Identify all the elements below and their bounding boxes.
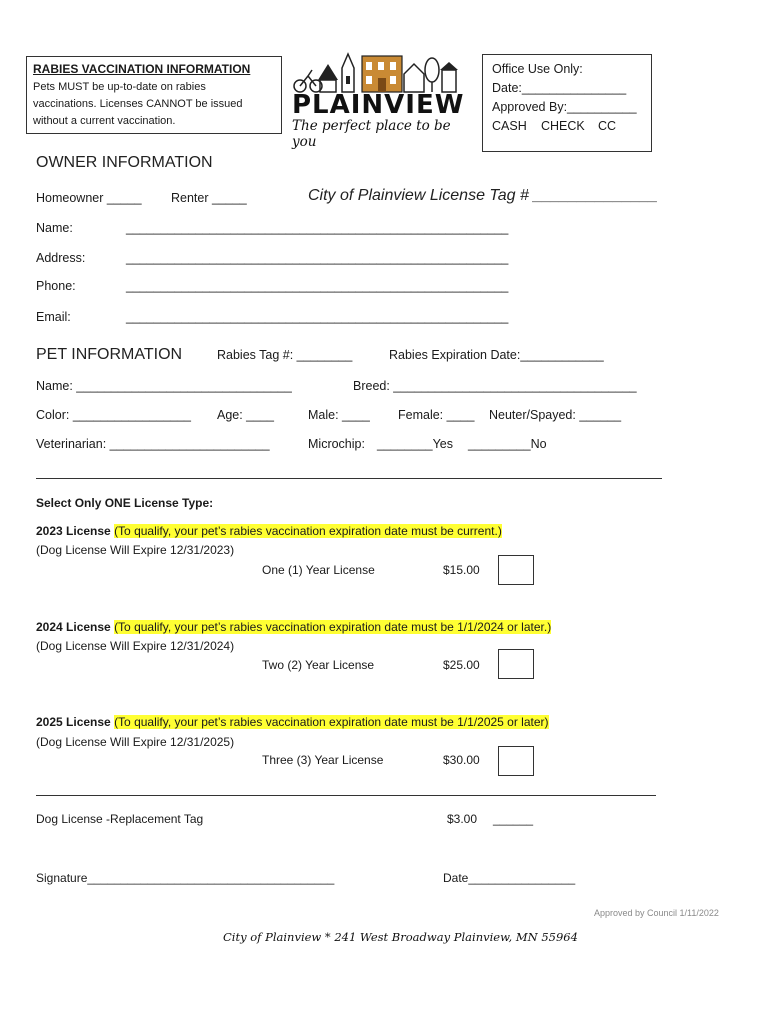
license-2025-expire: (Dog License Will Expire 12/31/2025) <box>36 735 235 749</box>
pet-name-field[interactable]: Name: _______________________________ <box>36 379 292 393</box>
owner-address-label: Address: <box>36 251 86 265</box>
office-approved: Approved By:__________ <box>492 100 637 114</box>
license-2023-expire: (Dog License Will Expire 12/31/2023) <box>36 543 235 557</box>
renter-field[interactable]: Renter _____ <box>171 191 247 205</box>
rabies-info-line2: vaccinations. Licenses CANNOT be issued <box>33 98 243 110</box>
license-2023-term: One (1) Year License <box>262 563 375 577</box>
logo-name: PLAINVIEW <box>292 90 465 120</box>
microchip-yes-field[interactable]: ________Yes <box>377 437 454 451</box>
office-date: Date:_______________ <box>492 81 627 95</box>
license-2025-row <box>36 715 549 729</box>
pet-color-field[interactable]: Color: _________________ <box>36 408 191 422</box>
pet-neuter-field[interactable]: Neuter/Spayed: ______ <box>489 408 622 422</box>
owner-address-field[interactable]: _______________________________________________________ <box>126 251 509 265</box>
office-cash: CASH <box>492 119 527 133</box>
owner-email-label: Email: <box>36 310 71 324</box>
replacement-tag-price: $3.00 <box>447 812 478 826</box>
license-2023-row <box>36 524 502 538</box>
rabies-info-title: RABIES VACCINATION INFORMATION <box>33 62 251 76</box>
license-2025-term: Three (3) Year License <box>262 753 384 767</box>
owner-phone-field[interactable]: _______________________________________________________ <box>126 279 509 293</box>
owner-heading: OWNER INFORMATION <box>36 154 213 171</box>
license-2024-checkbox[interactable] <box>498 649 534 679</box>
office-check: CHECK <box>541 119 585 133</box>
rabies-expiration-field[interactable]: Rabies Expiration Date:____________ <box>389 348 604 362</box>
owner-name-field[interactable]: _______________________________________________________ <box>126 221 509 235</box>
license-2023-price: $15.00 <box>443 563 480 577</box>
license-2023-year: 2023 License <box>36 524 111 538</box>
license-2023-checkbox[interactable] <box>498 555 534 585</box>
license-2024-year: 2024 License <box>36 620 111 634</box>
license-2024-qualify: (To qualify, your pet’s rabies vaccination expiration date must be 1/1/2024 or later.) <box>114 620 552 634</box>
rabies-info-line1: Pets MUST be up-to-date on rabies <box>33 81 206 93</box>
license-2024-row <box>36 620 551 634</box>
license-2025-price: $30.00 <box>443 753 480 767</box>
license-2024-term: Two (2) Year License <box>262 658 375 672</box>
license-2025-year: 2025 License <box>36 715 111 729</box>
veterinarian-field[interactable]: Veterinarian: _______________________ <box>36 437 270 451</box>
license-tag-field[interactable]: City of Plainview License Tag # ______________ <box>308 187 658 204</box>
license-2024-expire: (Dog License Will Expire 12/31/2024) <box>36 639 235 653</box>
signature-date-field[interactable]: Date________________ <box>443 871 576 885</box>
pet-breed-field[interactable]: Breed: ___________________________________ <box>353 379 637 393</box>
license-2025-qualify: (To qualify, your pet’s rabies vaccination expiration date must be 1/1/2025 or later) <box>114 715 549 729</box>
replacement-tag-label: Dog License -Replacement Tag <box>36 812 204 826</box>
replacement-tag-field[interactable]: ______ <box>493 812 534 826</box>
footer-address: City of Plainview * 241 West Broadway Plainview, MN 55964 <box>223 930 578 944</box>
signature-field[interactable]: Signature_____________________________________ <box>36 871 335 885</box>
owner-phone-label: Phone: <box>36 279 76 293</box>
plainview-logo <box>290 50 465 150</box>
owner-name-label: Name: <box>36 221 73 235</box>
microchip-label: Microchip: <box>308 437 365 451</box>
pet-age-field[interactable]: Age: ____ <box>217 408 274 422</box>
pet-female-field[interactable]: Female: ____ <box>398 408 475 422</box>
section-divider <box>36 795 656 796</box>
rabies-tag-field[interactable]: Rabies Tag #: ________ <box>217 348 353 362</box>
office-use-title: Office Use Only: <box>492 62 583 76</box>
office-cc: CC <box>598 119 617 133</box>
license-select-heading: Select Only ONE License Type: <box>36 496 214 510</box>
owner-email-field[interactable]: _______________________________________________________ <box>126 310 509 324</box>
pet-male-field[interactable]: Male: ____ <box>308 408 370 422</box>
license-2024-price: $25.00 <box>443 658 480 672</box>
license-2023-qualify: (To qualify, your pet’s rabies vaccination expiration date must be current.) <box>114 524 502 538</box>
homeowner-field[interactable]: Homeowner _____ <box>36 191 142 205</box>
approved-by-council: Approved by Council 1/11/2022 <box>594 908 719 918</box>
logo-tagline: The perfect place to be you <box>292 118 451 150</box>
license-2025-checkbox[interactable] <box>498 746 534 776</box>
rabies-info-line3: without a current vaccination. <box>33 115 176 127</box>
microchip-no-field[interactable]: _________No <box>468 437 547 451</box>
pet-heading: PET INFORMATION <box>36 346 183 363</box>
section-divider <box>36 478 662 479</box>
town-skyline-icon <box>290 50 462 94</box>
